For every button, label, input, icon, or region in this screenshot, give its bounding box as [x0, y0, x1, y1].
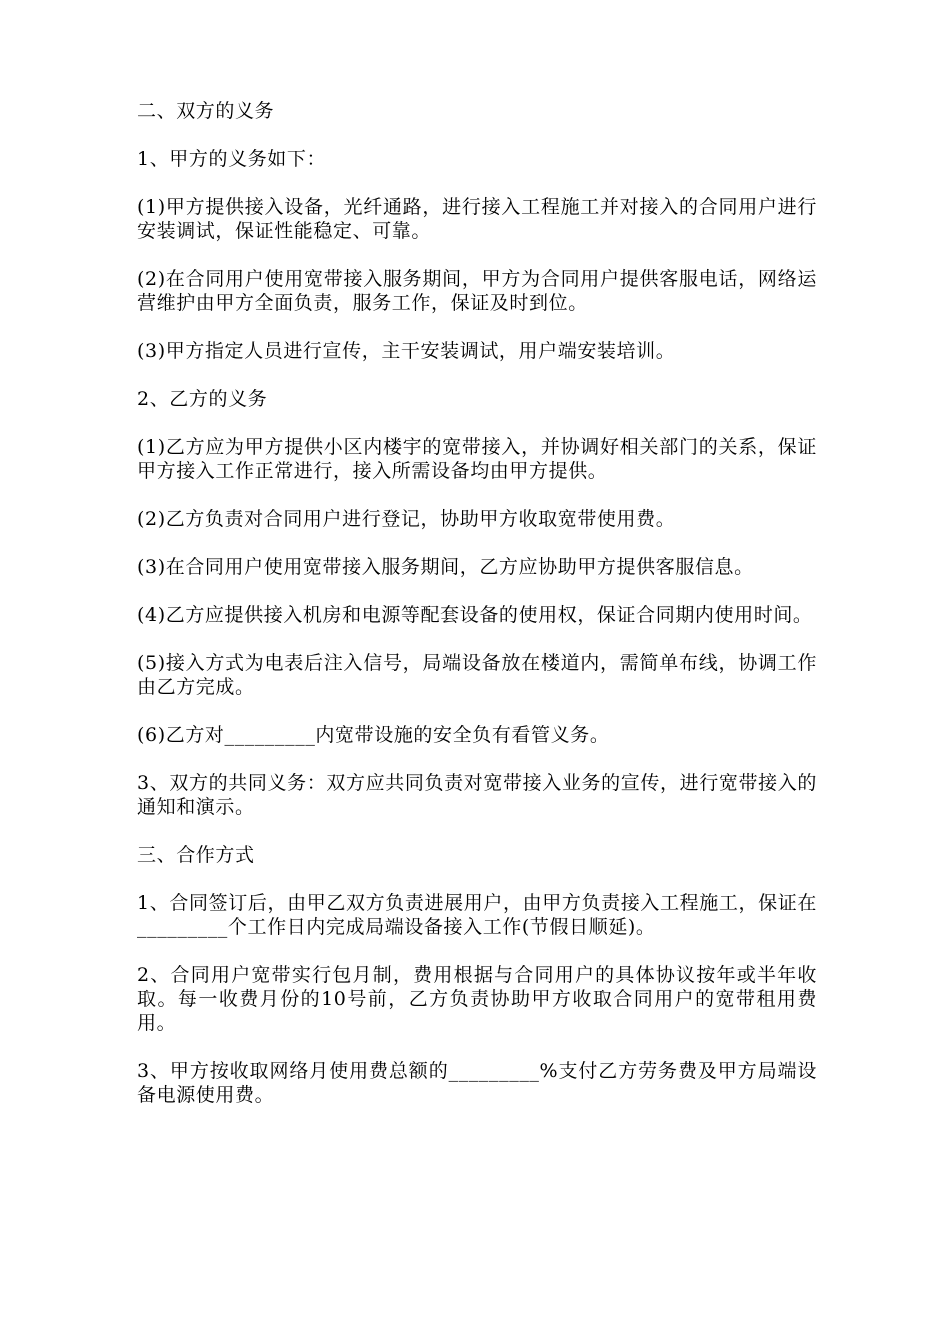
clause-cooperation-2: 2、合同用户宽带实行包月制，费用根据与合同用户的具体协议按年或半年收取。每一收费月份的10号前，乙方负责协助甲方收取合同用户的宽带租用费用。 — [137, 964, 817, 1034]
section-heading-obligations: 二、双方的义务 — [137, 100, 275, 122]
document-body — [137, 99, 817, 1107]
clause-a-1: (1)甲方提供接入设备，光纤通路，进行接入工程施工并对接入的合同用户进行安装调试，保证性能稳定、可靠。 — [137, 196, 817, 242]
clause-cooperation-1: 1、合同签订后，由甲乙双方负责进展用户，由甲方负责接入工程施工，保证在_________个工作日内完成局端设备接入工作(节假日顺延)。 — [137, 892, 817, 938]
clause-a-3: (3)甲方指定人员进行宣传，主干安装调试，用户端安装培训。 — [137, 340, 676, 362]
clause-b-3: (3)在合同用户使用宽带接入服务期间，乙方应协助甲方提供客服信息。 — [137, 556, 754, 578]
section-heading-cooperation: 三、合作方式 — [137, 844, 255, 866]
clause-b-1: (1)乙方应为甲方提供小区内楼宇的宽带接入，并协调好相关部门的关系，保证甲方接入工作正常进行，接入所需设备均由甲方提供。 — [137, 436, 817, 482]
clause-joint-obligations: 3、双方的共同义务：双方应共同负责对宽带接入业务的宣传，进行宽带接入的通知和演示。 — [137, 772, 817, 818]
clause-cooperation-3: 3、甲方按收取网络月使用费总额的_________%支付乙方劳务费及甲方局端设备电源使用费。 — [137, 1060, 817, 1106]
clause-b-4: (4)乙方应提供接入机房和电源等配套设备的使用权，保证合同期内使用时间。 — [137, 604, 813, 626]
subheading-party-b-obligations: 2、乙方的义务 — [137, 388, 268, 410]
clause-a-2: (2)在合同用户使用宽带接入服务期间，甲方为合同用户提供客服电话，网络运营维护由甲方全面负责，服务工作，保证及时到位。 — [137, 268, 817, 314]
clause-b-6: (6)乙方对_________内宽带设施的安全负有看管义务。 — [137, 724, 610, 746]
clause-b-2: (2)乙方负责对合同用户进行登记，协助甲方收取宽带使用费。 — [137, 508, 676, 530]
subheading-party-a-obligations: 1、甲方的义务如下： — [137, 148, 327, 170]
clause-b-5: (5)接入方式为电表后注入信号，局端设备放在楼道内，需简单布线，协调工作由乙方完成。 — [137, 652, 817, 698]
